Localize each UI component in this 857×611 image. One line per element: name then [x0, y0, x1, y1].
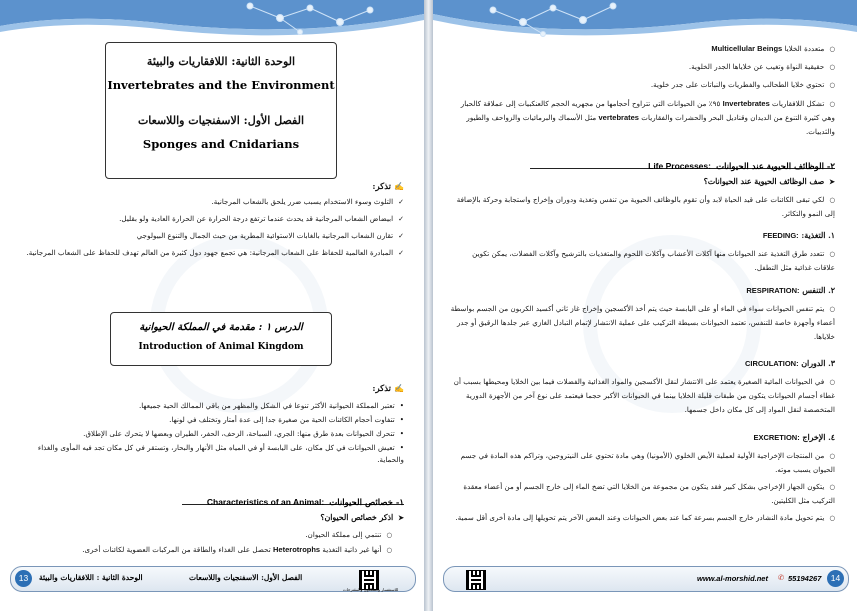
footer-unit: الوحدة الثانية : اللافقاريات والبيئة	[39, 573, 143, 582]
remember-list-2	[9, 400, 404, 466]
page-number: 14	[827, 570, 844, 587]
section-2-en: Life Processes:	[648, 161, 711, 171]
qr-code[interactable]	[466, 570, 486, 590]
footer-chapter: الفصل الأول: الاسفنجيات واللاسعات	[189, 573, 303, 582]
respiration-heading: ٢. التنفس RESPIRATION:	[746, 286, 835, 295]
section-heading-1	[182, 490, 404, 508]
section-2-ar: ٢- الوظائف الحيوية عند الحيوانات	[716, 162, 835, 172]
question-1: ➤ اذكر خصائص الحيوان؟	[320, 512, 404, 524]
excretion-heading: ٤. الإخراج EXCRETION:	[753, 433, 835, 442]
pen-icon: ✍	[394, 181, 404, 191]
circulation-text: ○ في الحيوانات المائية الصغيرة يعتمد على الانتشار لنقل الأكسجين والمواد الغذائية والفضلات فيما بين الخلايا ومحيطها بسبب أن غطاء أجسام الحيوانات يتكون من طبقات قليلة الخلايا بينما في الحيوانات الأكبر حجما فيعتمد على نوع آخر من الأجهزة الدورية المتخصصة لنقل المواد إلى كل مكان داخل جسمها.	[450, 375, 835, 417]
chapter-title-ar: الفصل الأول: الاسفنجيات واللاسعات	[137, 114, 305, 127]
question-2-answer: ○ لكي تبقى الكائنات على قيد الحياة لابد وأن تقوم بالوظائف الحيوية من تنفس وتغذية ودوران وإخراج واستجابة وحركة بالإضافة إلى النمو والتكاثر.	[450, 193, 835, 221]
list-item: ○ يتكون الجهاز الإخراجي بشكل كبير فقد يتكون من مجموعة من الخلايا التي تضخ الماء إلى خارج الجسم أو من أعضاء معقدة التركيب مثل الكليتين.	[450, 480, 835, 508]
pen-icon: ✍	[394, 383, 404, 393]
left-page	[0, 0, 424, 611]
section-1-ar: ١- خصائص الحيوانات	[329, 498, 404, 508]
unit-title-en: Invertebrates and the Environment	[107, 78, 335, 92]
list-item: ○ متعددة الخلايا Multicellular Beings	[450, 43, 835, 55]
list-item: • تعتبر المملكة الحيوانية الأكثر تنوعا في الشكل والمظهر من باقي الممالك الحية جميعها.	[9, 400, 404, 412]
list-item: ○ تحتوي خلايا الطحالب والفطريات والنباتات على جدر خلوية.	[450, 79, 835, 91]
list-item: • تتفاوت أحجام الكائنات الحية من صغيرة جدا إلى عدة أمتار وتختلف في لونها.	[9, 414, 404, 426]
unit-title-box	[105, 42, 337, 179]
list-item: • تتحرك الحيوانات بعدة طرق منها: الجري، السباحة، الزحف، الحفر، الطيران وبعضها لا يتحرك على الإطلاق.	[9, 428, 404, 440]
list-item: ○ حقيقية النواة وتغيب عن خلاياها الجدر الخلوية.	[450, 61, 835, 73]
question-2: ➤ صف الوظائف الحيوية عند الحيوانات؟	[704, 176, 835, 188]
phone-icon: ✆	[778, 573, 785, 582]
remember-heading-1: ✍تذكر:	[372, 181, 404, 192]
footer-small: للاستفسار والشكاوى والمقترحات	[343, 587, 399, 592]
book-gutter	[424, 0, 433, 611]
question-1-answers	[12, 529, 392, 556]
top-items	[450, 43, 835, 139]
right-page	[433, 0, 857, 611]
remember-list-1	[9, 196, 404, 259]
list-item: ✓ تقارن الشعاب المرجانية بالغابات الاستوائية المطرية من حيث الجمال والتنوع البيولوجي	[9, 230, 404, 242]
lesson-title-en: Introduction of Animal Kingdom	[138, 342, 304, 352]
feeding-text: ○ تتعدد طرق التغذية عند الحيوانات منها آكلات الأعشاب وآكلات اللحوم والمتغذيات بالترشيح وآكلات الفضلات، يمكن تكوين علاقات غذائية مثل التطفل.	[450, 247, 835, 275]
page-footer	[10, 566, 416, 592]
list-item: ○ أنها غير ذاتية التغذية Heterotrophs تحصل على الغذاء والطاقة من المركبات العضوية لكائنات أخرى.	[12, 544, 392, 556]
chapter-title-en: Sponges and Cnidarians	[142, 137, 300, 151]
list-item: • تعيش الحيوانات في كل مكان، على اليابسة أو في المياه مثل الأنهار والبحار، وتستقر في كل مكان تجد فيه المأوى والغذاء والحماية.	[9, 442, 404, 466]
excretion-list	[450, 449, 835, 525]
list-item: ✓ ابيضاض الشعاب المرجانية قد يحدث عندما ترتفع درجة الحرارة عن الحرارة العادية ولو بقليل.	[9, 213, 404, 225]
section-heading-2	[530, 154, 835, 172]
page-number: 13	[15, 570, 32, 587]
respiration-text: ○ يتم تنفس الحيوانات سواء في الماء أو على اليابسة حيث يتم أخذ الأكسجين وإخراج غاز ثاني أكسيد الكربون من الجسم بواسطة أعضاء وأجهزة خاصة للتنفس، تعتمد الحيوانات بسيطة التركيب على عملية الانتشار لإتمام التبادل الغازي عبر جلدها الرقيق أو جدر خلاياها.	[450, 302, 835, 344]
page-footer	[443, 566, 849, 592]
footer-site[interactable]: www.al-morshid.net	[697, 574, 768, 583]
list-item: ○ تنتمي إلى مملكة الحيوان.	[12, 529, 392, 541]
remember-heading-2: ✍تذكر:	[372, 383, 404, 394]
list-item: ○ تشكل اللافقاريات Invertebrates ٩٥٪ من الحيوانات التي تتراوح أحجامها من مجهريه الحجم كالعنكبيات إلى عملاقة كالحبار وهي كثيرة التنوع من الديدان وقناديل البحر والحشرات والفقاريات vertebrates مثل الأسماك والبرمائيات والزواحف والطيور والثدييات.	[450, 97, 835, 139]
list-item: ✓ المبادرة العالمية للحفاظ على الشعاب المرجانية: هي تجمع جهود دول كثيرة من العالم تهدف للحفاظ على الشعاب المرجانية.	[9, 247, 404, 259]
unit-title-ar: الوحدة الثانية: اللافقاريات والبيئة	[146, 55, 296, 68]
feeding-heading: ١. التغذية: FEEDING:	[762, 231, 835, 240]
list-item: ○ من المنتجات الإخراجية الأولية لعملية الأيض الخلوي (الأمونيا) وهي مادة تحتوي على النيتروجين، وتراكم هذه المادة في جسم الحيوان يسبب موته.	[450, 449, 835, 477]
lesson-title-box	[110, 312, 332, 366]
list-item: ○ يتم تحويل مادة النشادر خارج الجسم بسرعة كما عند بعض الحيوانات وعند البعض الآخر يتم تحويلها إلى مادة أخرى أقل سمية.	[450, 511, 835, 525]
lesson-title-ar: الدرس ١ : مقدمة في المملكة الحيوانية	[139, 322, 303, 333]
section-1-en: Characteristics of an Animal:	[206, 497, 325, 507]
list-item: ✓ التلوث وسوء الاستخدام يسبب ضرر يلحق بالشعاب المرجانية.	[9, 196, 404, 208]
footer-phone: 55194267	[788, 574, 822, 583]
circulation-heading: ٣. الدوران CIRCULATION:	[744, 359, 835, 368]
